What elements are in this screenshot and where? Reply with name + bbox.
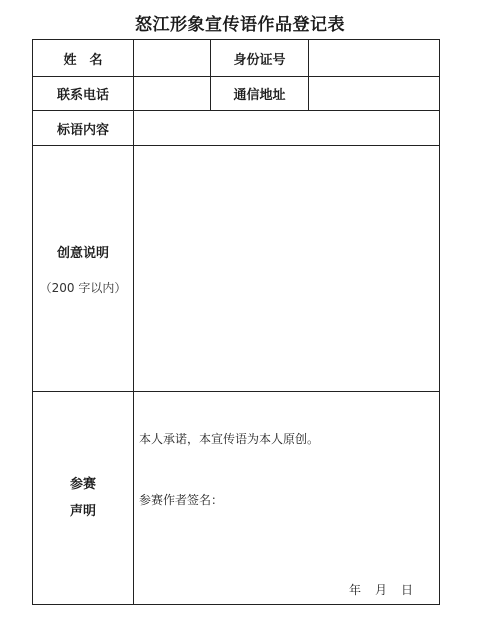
registration-form — [32, 39, 440, 605]
id-number-field[interactable] — [309, 40, 439, 76]
declaration-label-line2: 声明 — [69, 504, 96, 519]
address-field[interactable] — [309, 77, 439, 110]
name-field[interactable] — [134, 40, 210, 76]
form-title: 怒江形象宣传语作品登记表 — [135, 15, 345, 35]
declaration-label-line1: 参赛 — [69, 477, 96, 492]
day-label: 日 — [400, 583, 413, 597]
name-label: 姓 名 — [63, 52, 103, 68]
phone-field[interactable] — [134, 77, 210, 110]
id-number-label: 身份证号 — [233, 52, 286, 68]
date-row — [349, 581, 413, 598]
declaration-label-group — [33, 392, 133, 604]
slogan-field[interactable] — [134, 111, 439, 145]
month-label: 月 — [374, 583, 387, 597]
year-label: 年 — [348, 583, 361, 597]
explanation-label: 创意说明 — [56, 245, 109, 261]
signature-field[interactable] — [233, 485, 413, 509]
originality-promise: 本人承诺，本宣传语为本人原创。 — [139, 432, 320, 446]
address-label: 通信地址 — [233, 88, 286, 103]
explanation-limit-note: （200 字以内） — [39, 280, 127, 295]
signature-prompt: 参赛作者签名： — [139, 493, 224, 507]
explanation-field[interactable] — [134, 146, 439, 391]
slogan-label: 标语内容 — [56, 122, 109, 138]
explanation-label-group — [33, 146, 133, 391]
phone-label: 联系电话 — [56, 88, 109, 103]
